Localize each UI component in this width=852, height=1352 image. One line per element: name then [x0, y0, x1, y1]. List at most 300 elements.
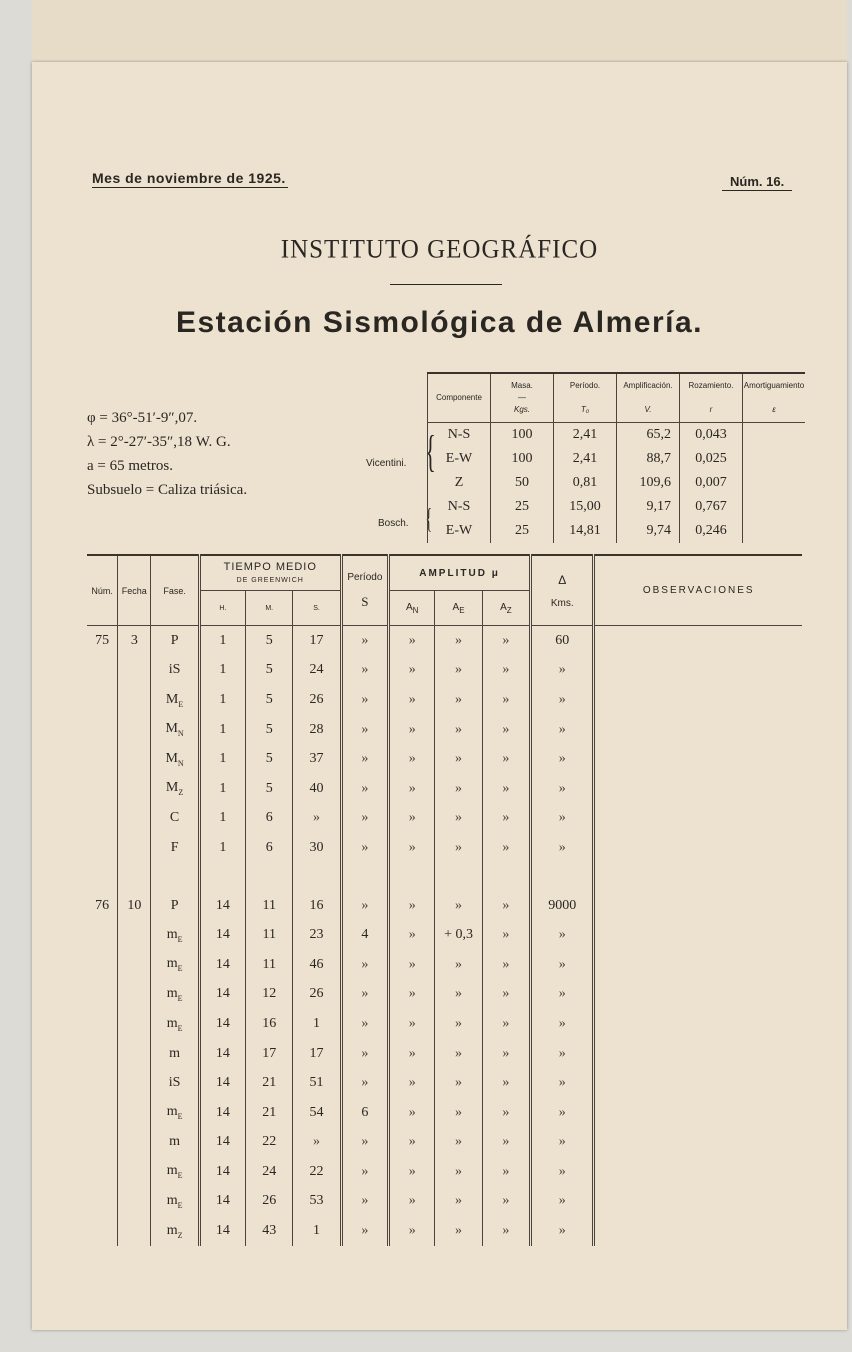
cell-observaciones: [594, 1009, 802, 1039]
cell-fase: [151, 1128, 199, 1158]
cell-per: 4: [341, 920, 388, 950]
table-row: [87, 1157, 802, 1187]
cell-s: 1: [293, 1009, 341, 1039]
cell-fecha: [118, 1216, 151, 1246]
cell-ae: »: [435, 774, 482, 804]
cell-an: »: [389, 685, 435, 715]
instrument-cell: 0,246: [680, 519, 743, 543]
instrument-cell: 2,41: [554, 447, 617, 471]
instrument-cell: 9,17: [617, 495, 680, 519]
empty-cell: [594, 863, 802, 891]
cell-h: 14: [199, 950, 245, 980]
cell-fecha: [118, 656, 151, 686]
cell-fase: [151, 1009, 199, 1039]
instrument-cell: 100: [491, 447, 554, 471]
cell-an: »: [389, 774, 435, 804]
cell-ae: »: [435, 891, 482, 921]
cell-ae: »: [435, 744, 482, 774]
cell-fecha: [118, 774, 151, 804]
phase-label: P: [170, 632, 179, 648]
instrument-cell-empty: [743, 495, 806, 519]
header-month: Mes de noviembre de 1925.: [92, 170, 286, 186]
cell-ae: »: [435, 1009, 482, 1039]
cell-fase: [151, 1039, 199, 1069]
cell-d: »: [531, 685, 594, 715]
col-num: Núm.: [87, 555, 118, 626]
cell-an: »: [389, 980, 435, 1010]
cell-az: »: [482, 920, 530, 950]
cell-h: 1: [199, 685, 245, 715]
phase-subscript: E: [177, 1112, 183, 1122]
cell-az: »: [482, 626, 530, 656]
cell-m: 11: [246, 950, 293, 980]
cell-observaciones: [594, 744, 802, 774]
instrument-table: [427, 372, 805, 543]
phase-label: m: [166, 1015, 178, 1031]
phase-label: C: [169, 810, 180, 826]
cell-fecha: [118, 950, 151, 980]
cell-observaciones: [594, 685, 802, 715]
cell-m: 26: [246, 1187, 293, 1217]
cell-s: 28: [293, 715, 341, 745]
cell-num: [87, 1187, 118, 1217]
cell-m: 11: [246, 920, 293, 950]
phase-label: M: [165, 780, 179, 796]
cell-observaciones: [594, 833, 802, 863]
cell-an: »: [389, 1098, 435, 1128]
cell-fecha: [118, 1068, 151, 1098]
cell-fecha: [118, 1187, 151, 1217]
cell-observaciones: [594, 656, 802, 686]
cell-an: »: [389, 833, 435, 863]
cell-ae: »: [435, 685, 482, 715]
cell-per: »: [341, 980, 388, 1010]
instrument-cell: 65,2: [617, 423, 680, 448]
instrument-cell: 0,043: [680, 423, 743, 448]
col-delta: Δ Kms.: [531, 555, 594, 626]
cell-num: [87, 1039, 118, 1069]
instrument-cell: 0,007: [680, 471, 743, 495]
cell-per: »: [341, 744, 388, 774]
col-masa: Masa. — Kgs.: [491, 373, 554, 423]
cell-ae: »: [435, 656, 482, 686]
cell-m: 5: [246, 715, 293, 745]
phase-subscript: E: [178, 699, 184, 709]
cell-num: [87, 685, 118, 715]
cell-fase: [151, 833, 199, 863]
cell-az: »: [482, 1128, 530, 1158]
instrument-cell: 2,41: [554, 423, 617, 448]
cell-fase: [151, 950, 199, 980]
cell-num: [87, 715, 118, 745]
cell-an: »: [389, 626, 435, 656]
cell-h: 1: [199, 804, 245, 834]
cell-s: »: [293, 804, 341, 834]
cell-num: [87, 656, 118, 686]
cell-s: 26: [293, 685, 341, 715]
cell-num: 75: [95, 632, 110, 648]
cell-s: 51: [293, 1068, 341, 1098]
phase-subscript: N: [177, 728, 184, 738]
cell-num: [87, 1068, 118, 1098]
instrument-vicentini: Vicentini.: [366, 458, 407, 469]
cell-ae: »: [435, 1128, 482, 1158]
cell-fecha: 3: [118, 626, 151, 656]
cell-fase: [151, 1187, 199, 1217]
phase-label: m: [166, 1163, 178, 1179]
instrument-cell: 88,7: [617, 447, 680, 471]
cell-num: [87, 1216, 118, 1246]
col-m: M.: [246, 591, 293, 626]
cell-observaciones: [594, 715, 802, 745]
header-number: Núm. 16.: [722, 174, 792, 191]
cell-fecha: [118, 804, 151, 834]
cell-s: 16: [293, 891, 341, 921]
cell-ae: »: [435, 1216, 482, 1246]
cell-az: »: [482, 744, 530, 774]
phase-subscript: N: [177, 758, 184, 768]
cell-per: »: [341, 1068, 388, 1098]
table-row: [87, 804, 802, 834]
phase-label: m: [166, 956, 178, 972]
cell-ae: »: [435, 1039, 482, 1069]
phase-subscript: E: [177, 1023, 183, 1033]
cell-observaciones: [594, 950, 802, 980]
phase-label: m: [166, 985, 178, 1001]
table-row: [87, 626, 802, 656]
cell-d: »: [531, 1009, 594, 1039]
phase-label: m: [169, 1045, 181, 1061]
col-tiempo: TIEMPO MEDIO DE GREENWICH: [199, 555, 341, 591]
phase-label: iS: [168, 1075, 181, 1091]
cell-an: »: [389, 1009, 435, 1039]
table-row: [87, 863, 802, 891]
cell-num: [87, 804, 118, 834]
cell-m: 11: [246, 891, 293, 921]
cell-num: [87, 774, 118, 804]
cell-ae: »: [435, 980, 482, 1010]
cell-az: »: [482, 1187, 530, 1217]
cell-num: [87, 744, 118, 774]
instrument-cell: E-W: [428, 447, 491, 471]
empty-cell: [199, 863, 245, 891]
cell-ae: »: [435, 950, 482, 980]
instrument-bosch: Bosch.: [378, 518, 409, 529]
cell-m: 5: [246, 656, 293, 686]
cell-h: 1: [199, 774, 245, 804]
cell-fase: [151, 920, 199, 950]
empty-cell: [151, 863, 199, 891]
cell-h: 14: [199, 920, 245, 950]
cell-h: 14: [199, 1098, 245, 1128]
cell-d: »: [531, 1128, 594, 1158]
col-amplitud: AMPLITUD μ: [389, 555, 531, 591]
cell-per: »: [341, 1157, 388, 1187]
col-s: S.: [293, 591, 341, 626]
cell-d: »: [531, 920, 594, 950]
cell-observaciones: [594, 804, 802, 834]
cell-observaciones: [594, 920, 802, 950]
cell-fase: [151, 626, 199, 656]
instrument-row: [428, 447, 806, 471]
instrument-cell: 9,74: [617, 519, 680, 543]
cell-h: 1: [199, 715, 245, 745]
col-h: H.: [199, 591, 245, 626]
cell-d: »: [531, 1157, 594, 1187]
seismogram-table: [87, 554, 802, 1246]
cell-an: »: [389, 1068, 435, 1098]
cell-s: 17: [293, 1039, 341, 1069]
phase-subscript: E: [177, 934, 183, 944]
cell-s: 26: [293, 980, 341, 1010]
instrument-cell: N-S: [428, 423, 491, 448]
cell-d: »: [531, 715, 594, 745]
col-amortiguamiento: Amortiguamiento ε: [743, 373, 806, 423]
cell-fecha: [118, 1128, 151, 1158]
table-row: [87, 950, 802, 980]
cell-per: »: [341, 656, 388, 686]
cell-fecha: [118, 1157, 151, 1187]
phase-subscript: E: [177, 964, 183, 974]
cell-m: 21: [246, 1098, 293, 1128]
instrument-cell: 50: [491, 471, 554, 495]
cell-observaciones: [594, 774, 802, 804]
phase-subscript: E: [177, 993, 183, 1003]
cell-observaciones: [594, 1187, 802, 1217]
cell-d: »: [531, 833, 594, 863]
col-fecha: Fecha: [118, 555, 151, 626]
cell-d: »: [531, 1216, 594, 1246]
instrument-cell: 14,81: [554, 519, 617, 543]
cell-az: »: [482, 804, 530, 834]
instrument-row: [428, 495, 806, 519]
empty-cell: [293, 863, 341, 891]
empty-cell: [531, 863, 594, 891]
table-row: [87, 1128, 802, 1158]
cell-fecha: [118, 1039, 151, 1069]
cell-observaciones: [594, 1128, 802, 1158]
cell-ae: »: [435, 1098, 482, 1128]
table-row: [87, 744, 802, 774]
cell-h: 14: [199, 1039, 245, 1069]
cell-fase: [151, 715, 199, 745]
instrument-cell: 0,81: [554, 471, 617, 495]
cell-az: »: [482, 685, 530, 715]
instrument-cell: 15,00: [554, 495, 617, 519]
cell-an: »: [389, 656, 435, 686]
brace-bosch: {: [425, 504, 433, 535]
instrument-cell: 0,025: [680, 447, 743, 471]
cell-fecha: [118, 1098, 151, 1128]
col-periodo: Período S: [341, 555, 388, 626]
phase-label: M: [165, 750, 178, 766]
cell-per: »: [341, 1187, 388, 1217]
cell-per: »: [341, 685, 388, 715]
cell-m: 43: [246, 1216, 293, 1246]
cell-m: 5: [246, 685, 293, 715]
cell-num: [87, 1009, 118, 1039]
cell-s: 1: [293, 1216, 341, 1246]
cell-h: 1: [199, 744, 245, 774]
empty-cell: [389, 863, 435, 891]
phase-label: M: [165, 691, 179, 707]
cell-fase: [151, 656, 199, 686]
phase-subscript: Z: [178, 788, 184, 798]
cell-an: »: [389, 1157, 435, 1187]
cell-m: 21: [246, 1068, 293, 1098]
cell-s: 30: [293, 833, 341, 863]
cell-m: 12: [246, 980, 293, 1010]
instrument-cell: Z: [428, 471, 491, 495]
cell-fecha: [118, 980, 151, 1010]
cell-fase: [151, 1068, 199, 1098]
instrument-cell-empty: [743, 447, 806, 471]
instrument-row: [428, 471, 806, 495]
cell-an: »: [389, 1216, 435, 1246]
cell-num: [87, 950, 118, 980]
cell-fecha: [118, 1009, 151, 1039]
cell-d: »: [531, 656, 594, 686]
institute-title: INSTITUTO GEOGRÁFICO: [280, 235, 599, 264]
folded-page-top: [32, 0, 847, 63]
instrument-cell: 25: [491, 519, 554, 543]
cell-d: »: [531, 1098, 594, 1128]
cell-fecha: [118, 920, 151, 950]
cell-s: 54: [293, 1098, 341, 1128]
cell-num: [87, 1128, 118, 1158]
table-row: [87, 920, 802, 950]
cell-observaciones: [594, 1039, 802, 1069]
cell-ae: + 0,3: [435, 920, 482, 950]
phase-label: m: [166, 926, 178, 942]
cell-an: »: [389, 920, 435, 950]
cell-num: [87, 920, 118, 950]
cell-az: »: [482, 1216, 530, 1246]
table-row: [87, 1098, 802, 1128]
instrument-cell-empty: [743, 519, 806, 543]
col-an: $A_N$: [389, 591, 435, 626]
cell-d: 60: [531, 626, 594, 656]
instrument-cell-empty: [743, 423, 806, 448]
col-amplificacion: Amplificación. V.: [617, 373, 680, 423]
table-row: [87, 685, 802, 715]
cell-per: »: [341, 1216, 388, 1246]
cell-az: »: [482, 891, 530, 921]
coord-altitude: a = 65 metros.: [87, 458, 173, 474]
phase-label: F: [170, 839, 179, 855]
instrument-cell-empty: [743, 471, 806, 495]
cell-m: 6: [246, 833, 293, 863]
cell-per: »: [341, 950, 388, 980]
col-az: $A_Z$: [482, 591, 530, 626]
table-row: [87, 1068, 802, 1098]
cell-h: 14: [199, 1187, 245, 1217]
cell-s: »: [293, 1128, 341, 1158]
cell-an: »: [389, 1187, 435, 1217]
cell-ae: »: [435, 1068, 482, 1098]
col-observaciones: OBSERVACIONES: [594, 555, 802, 626]
cell-h: 14: [199, 1157, 245, 1187]
table-row: [87, 1187, 802, 1217]
cell-fase: [151, 891, 199, 921]
cell-per: »: [341, 715, 388, 745]
cell-per: »: [341, 626, 388, 656]
cell-s: 46: [293, 950, 341, 980]
cell-observaciones: [594, 1157, 802, 1187]
cell-az: »: [482, 715, 530, 745]
cell-h: 1: [199, 656, 245, 686]
cell-ae: »: [435, 715, 482, 745]
instrument-cell: 109,6: [617, 471, 680, 495]
instrument-cell: E-W: [428, 519, 491, 543]
table-row: [87, 980, 802, 1010]
cell-h: 14: [199, 1128, 245, 1158]
col-ae: $A_E$: [435, 591, 482, 626]
table-row: [87, 1039, 802, 1069]
empty-cell: [341, 863, 388, 891]
cell-observaciones: [594, 626, 802, 656]
cell-m: 5: [246, 774, 293, 804]
cell-az: »: [482, 980, 530, 1010]
cell-an: »: [389, 1039, 435, 1069]
cell-az: »: [482, 774, 530, 804]
cell-ae: »: [435, 804, 482, 834]
phase-label: m: [169, 1134, 181, 1150]
cell-num: [87, 833, 118, 863]
cell-d: »: [531, 1187, 594, 1217]
cell-d: »: [531, 804, 594, 834]
table-row: [87, 656, 802, 686]
cell-m: 6: [246, 804, 293, 834]
cell-observaciones: [594, 980, 802, 1010]
cell-fase: [151, 1098, 199, 1128]
col-periodo: Período. T₀: [554, 373, 617, 423]
cell-fase: [151, 774, 199, 804]
cell-fecha: [118, 715, 151, 745]
cell-s: 53: [293, 1187, 341, 1217]
cell-per: »: [341, 804, 388, 834]
cell-observaciones: [594, 1068, 802, 1098]
cell-d: »: [531, 1039, 594, 1069]
cell-num: [87, 980, 118, 1010]
empty-cell: [246, 863, 293, 891]
cell-fase: [151, 744, 199, 774]
phase-label: M: [165, 721, 178, 737]
instrument-row: [428, 423, 806, 448]
empty-cell: [435, 863, 482, 891]
cell-m: 5: [246, 626, 293, 656]
cell-s: 22: [293, 1157, 341, 1187]
cell-m: 22: [246, 1128, 293, 1158]
cell-per: 6: [341, 1098, 388, 1128]
cell-h: 14: [199, 891, 245, 921]
table-row: [87, 715, 802, 745]
phase-label: iS: [168, 662, 181, 678]
cell-s: 24: [293, 656, 341, 686]
phase-subscript: E: [177, 1200, 183, 1210]
cell-h: 1: [199, 626, 245, 656]
instrument-cell: 25: [491, 495, 554, 519]
cell-ae: »: [435, 1187, 482, 1217]
instrument-cell: 0,767: [680, 495, 743, 519]
phase-label: P: [170, 897, 179, 913]
phase-label: m: [166, 1193, 178, 1209]
col-rozamiento: Rozamiento. r: [680, 373, 743, 423]
cell-fecha: [118, 744, 151, 774]
cell-per: »: [341, 891, 388, 921]
cell-observaciones: [594, 1216, 802, 1246]
cell-num: [87, 1098, 118, 1128]
